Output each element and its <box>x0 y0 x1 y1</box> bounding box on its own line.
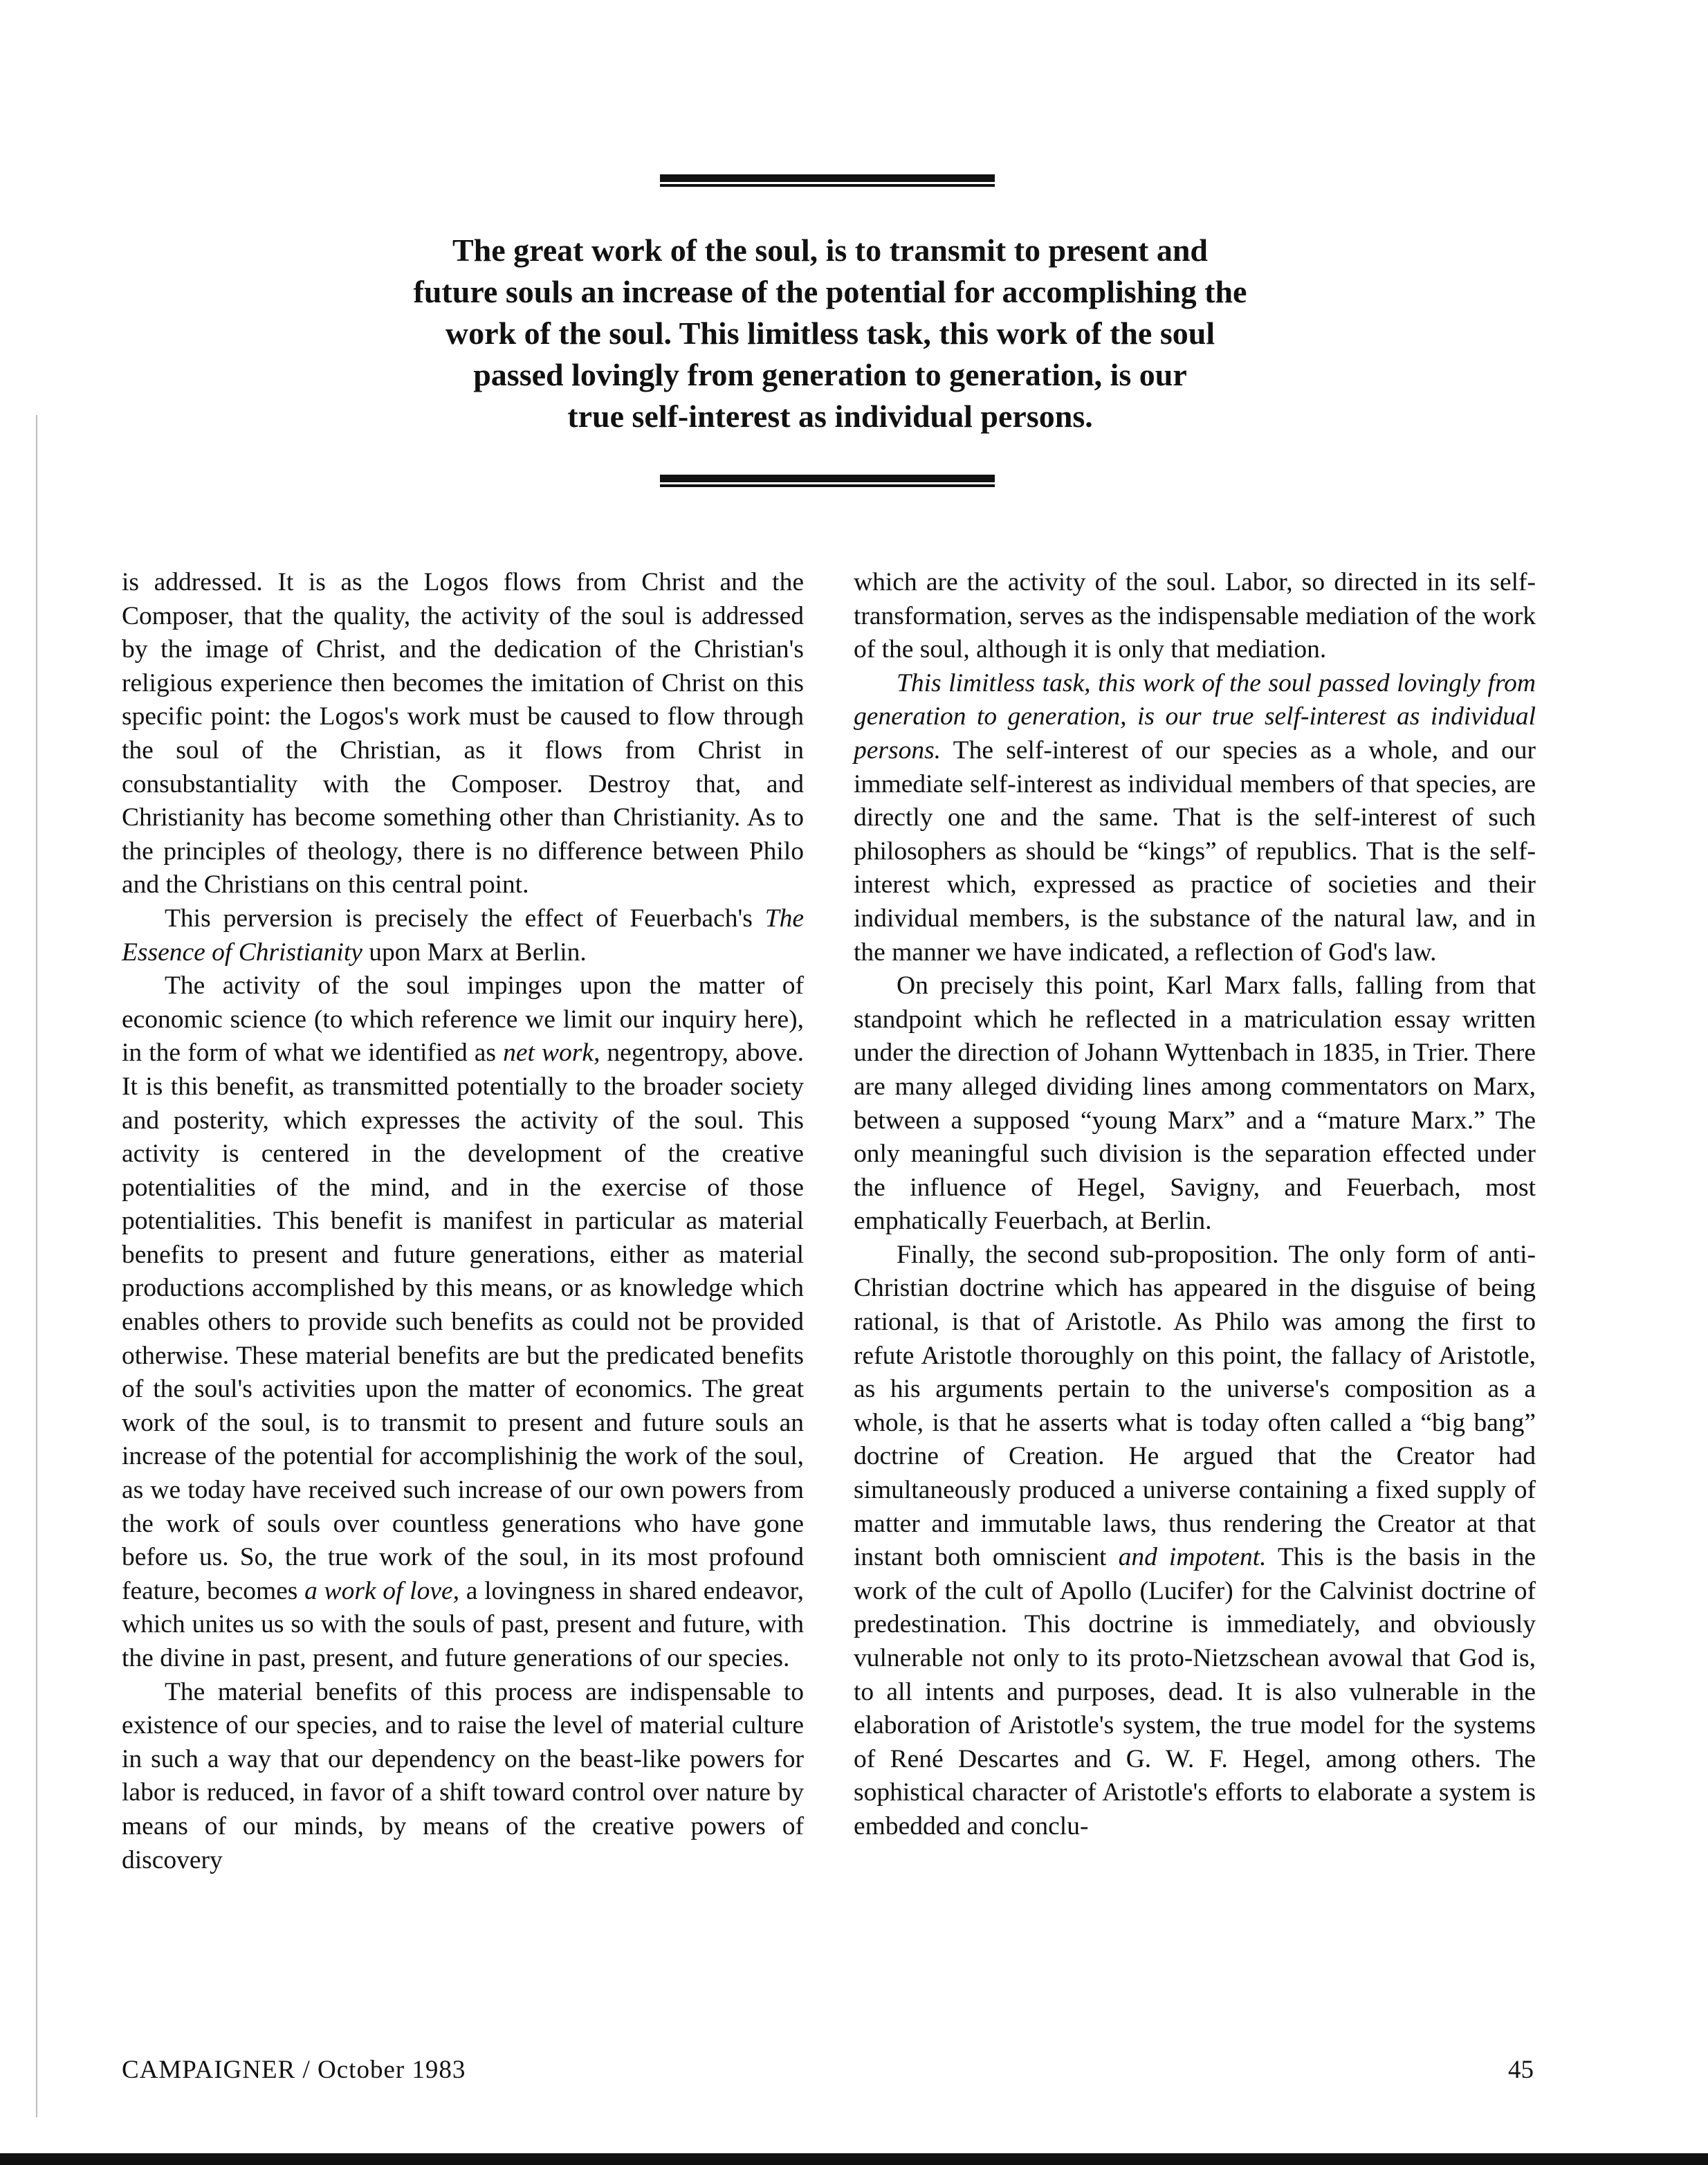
paragraph: On precisely this point, Karl Marx falls, falling from that standpoint which he reflected in a matriculation essay written under the direction of Johann Wyttenbach in 1835, in Trier. There are many alleged dividing lines among commentators on Marx, between a supposed “young Marx” and a “mature Marx.” The only meaningful such division is the separation effected under the influence of Hegel, Savigny, and Feuerbach, most emphatically Feuerbach, at Berlin. <box>854 971 1536 1236</box>
scan-margin-line <box>36 415 37 2117</box>
text-run: Finally, the second sub-proposition. The only form of anti-Christian doctrine which has appeared in the disguise of being rational, is that of Aristotle. As Philo was among the first to refute Aristotle thoroughly on this point, the fallacy of Aristotle, as his arguments pertain to the universe's composition as a whole, is that he asserts what is today often called a “big bang” doctrine of Creation. He argued that the Creator had simultaneously produced a universe containing a fixed supply of matter and immutable laws, thus rendering the Creator at that instant both omniscient <box>854 1240 1536 1572</box>
pullquote-bottom-rule <box>660 475 995 487</box>
text-run: This is the basis in the work of the cult of Apollo (Lucifer) for the Calvinist doctrine of predestination. This doctrine is immediately, and obviously vulnerable not only to its proto-Nietzschean avowal that God is, to all intents and purposes, dead. It is also vulnerable in the elaboration of Aristotle's system, the true model for the systems of René Descartes and G. W. F. Hegel, among others. The sophistical character of Aristotle's efforts to elaborate a system is embedded and conclu- <box>854 1543 1536 1840</box>
paragraph: which are the activity of the soul. Labor, so directed in its self-transformation, serves as the indispensable mediation of the work of the soul, although it is only that mediation. <box>854 568 1536 664</box>
paragraph <box>854 1239 1536 1844</box>
paragraph: is addressed. It is as the Logos flows from Christ and the Composer, that the quality, the activity of the soul is addressed by the image of Christ, and the dedication of the Christian's religious experience then becomes the imitation of Christ on this specific point: the Logos's work must be caused to flow through the soul of the Christian, as it flows from Christ in consubstantiality with the Composer. Destroy that, and Christianity has become something other than Christianity. As to the principles of theology, there is no difference between Philo and the Christians on this central point. <box>122 568 804 899</box>
text-run: This perversion is precisely the effect of Feuerbach's <box>165 904 765 933</box>
emphasis: This limitless task, this work of the soul passed lovingly from generation to generation, is our true self-interest as individual persons. <box>854 668 1536 765</box>
paragraph <box>122 902 804 969</box>
text-run: upon Marx at Berlin. <box>362 938 587 967</box>
right-column <box>854 566 1536 1844</box>
pullquote-line: The great work of the soul, is to transmit to present and <box>452 232 1209 268</box>
footer-publication: CAMPAIGNER / October 1983 <box>122 2056 466 2084</box>
paragraph <box>854 667 1536 969</box>
emphasis: and impotent. <box>1118 1543 1267 1572</box>
pullquote-line: true self-interest as individual persons. <box>567 399 1093 434</box>
emphasis: net work, <box>503 1039 600 1068</box>
pullquote <box>249 230 1411 437</box>
text-run: The self-interest of our species as a whole, and our immediate self-interest as individual members of that species, are directly one and the same. That is the self-interest of such philosophers as should be “kings” of republics. That is the self-interest which, expressed as practice of societies and their individual members, is the substance of the natural law, and in the manner we have indicated, a reflection of God's law. <box>854 736 1536 967</box>
text-run: The activity of the soul impinges upon the matter of economic science (to which reference we limit our inquiry here), in the form of what we identified as <box>122 971 804 1068</box>
pullquote-line: future souls an increase of the potential for accomplishing the <box>413 274 1247 309</box>
text-run: a lovingness in shared endeavor, which unites us so with the souls of past, present and future, with the divine in past, present, and future generations of our species. <box>122 1576 804 1672</box>
book-title: The Essence of Christianity <box>122 904 804 967</box>
text-run: negentropy, above. It is this benefit, as transmitted potentially to the broader society and posterity, which expresses the activity of the soul. This activity is centered in the development of the creative potentialities of the mind, and in the exercise of those potentialities. This benefit is manifest in particular as material benefits to present and future generations, either as material productions accomplished by this means, or as knowledge which enables others to provide such benefits as could not be provided otherwise. These material benefits are but the predicated benefits of the soul's activities upon the matter of economics. The great work of the soul, is to transmit to present and future souls an increase of the potential for accomplishinig the work of the soul, as we today have received such increase of our own powers from the work of souls over countless generations who have gone before us. So, the true work of the soul, in its most profound feature, becomes <box>122 1039 804 1605</box>
left-column <box>122 566 804 1877</box>
emphasis: a work of love, <box>304 1576 459 1605</box>
pullquote-top-rule <box>660 174 995 187</box>
pullquote-line: passed lovingly from generation to generation, is our <box>473 357 1187 392</box>
page-number: 45 <box>1508 2056 1534 2084</box>
scan-bottom-edge <box>0 2153 1708 2165</box>
paragraph: The material benefits of this process are indispensable to existence of our species, and to raise the level of material culture in such a way that our dependency on the beast-like powers for labor is reduced, in favor of a shift toward control over nature by means of our minds, by means of the creative powers of discovery <box>122 1677 804 1874</box>
pullquote-line: work of the soul. This limitless task, this work of the soul <box>445 316 1215 351</box>
paragraph <box>122 969 804 1675</box>
